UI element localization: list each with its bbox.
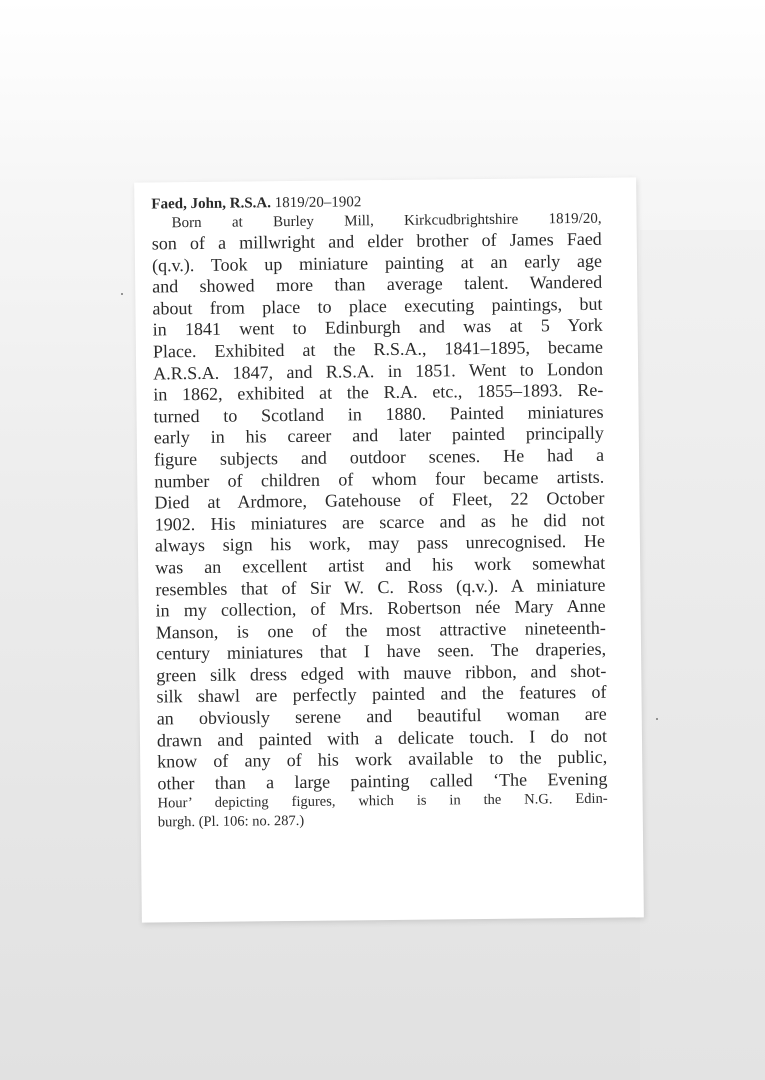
text-line: Place. Exhibited at the R.S.A., 1841–1895, became xyxy=(152,336,603,362)
text-line: Manson, is one of the most attractive nineteenth- xyxy=(155,617,606,643)
text-line: (q.v.). Took up miniature painting at an early age xyxy=(151,250,603,276)
text-line: figure subjects and outdoor scenes. He had a xyxy=(153,444,605,470)
text-line: was an excellent artist and his work somewhat xyxy=(155,552,606,578)
text-line: drawn and painted with a delicate touch. I do not xyxy=(156,725,608,751)
entry-dates: 1819/20–1902 xyxy=(274,194,362,212)
text-line: Died at Ardmore, Gatehouse of Fleet, 22 October xyxy=(154,487,605,513)
text-line: Hour’ depicting figures, which is in the N.G. Edin- xyxy=(157,791,608,812)
text-line: early in his career and later painted principally xyxy=(153,423,604,448)
text-line: A.R.S.A. 1847, and R.S.A. in 1851. Went to London xyxy=(153,358,604,384)
text-line: in 1841 went to Edinburgh and was at 5 York xyxy=(152,315,603,340)
text-line: about from place to place executing paintings, but xyxy=(152,293,603,319)
text-line: son of a millwright and elder brother of James Faed xyxy=(151,228,602,254)
text-line: number of children of whom four became artists. xyxy=(154,466,605,491)
biography-entry xyxy=(151,190,608,833)
text-line: turned to Scotland in 1880. Painted miniatures xyxy=(153,401,604,427)
text-line: an obviously serene and beautiful woman are xyxy=(156,703,607,729)
text-line: 1902. His miniatures are scarce and as he did not xyxy=(154,509,605,535)
entry-name: Faed, John, R.S.A. xyxy=(151,195,272,213)
text-line: in my collection, of Mrs. Robertson née Mary Anne xyxy=(155,595,606,621)
text-line: silk shawl are perfectly painted and the features of xyxy=(156,682,607,707)
dust-speck xyxy=(121,293,123,295)
text-line: burgh. (Pl. 106: no. 287.) xyxy=(157,813,305,831)
text-line: always sign his work, may pass unrecognised. He xyxy=(154,531,606,556)
text-line: other than a large painting called ‘The Evening xyxy=(157,768,608,794)
dust-speck xyxy=(656,718,658,720)
background-paper xyxy=(640,230,765,1080)
text-line: century miniatures that I have seen. The draperies, xyxy=(155,639,607,664)
text-line: know of any of his work available to the public, xyxy=(157,746,608,772)
text-line: and showed more than average talent. Wandered xyxy=(152,271,603,297)
text-line: resembles that of Sir W. C. Ross (q.v.). A miniature xyxy=(155,574,606,599)
text-line: in 1862, exhibited at the R.A. etc., 1855–1893. Re- xyxy=(153,379,604,405)
newspaper-clipping xyxy=(134,177,644,922)
text-line: Born at Burley Mill, Kirkcudbrightshire 1819/20, xyxy=(171,210,602,232)
text-line: green silk dress edged with mauve ribbon, and shot- xyxy=(156,660,607,686)
